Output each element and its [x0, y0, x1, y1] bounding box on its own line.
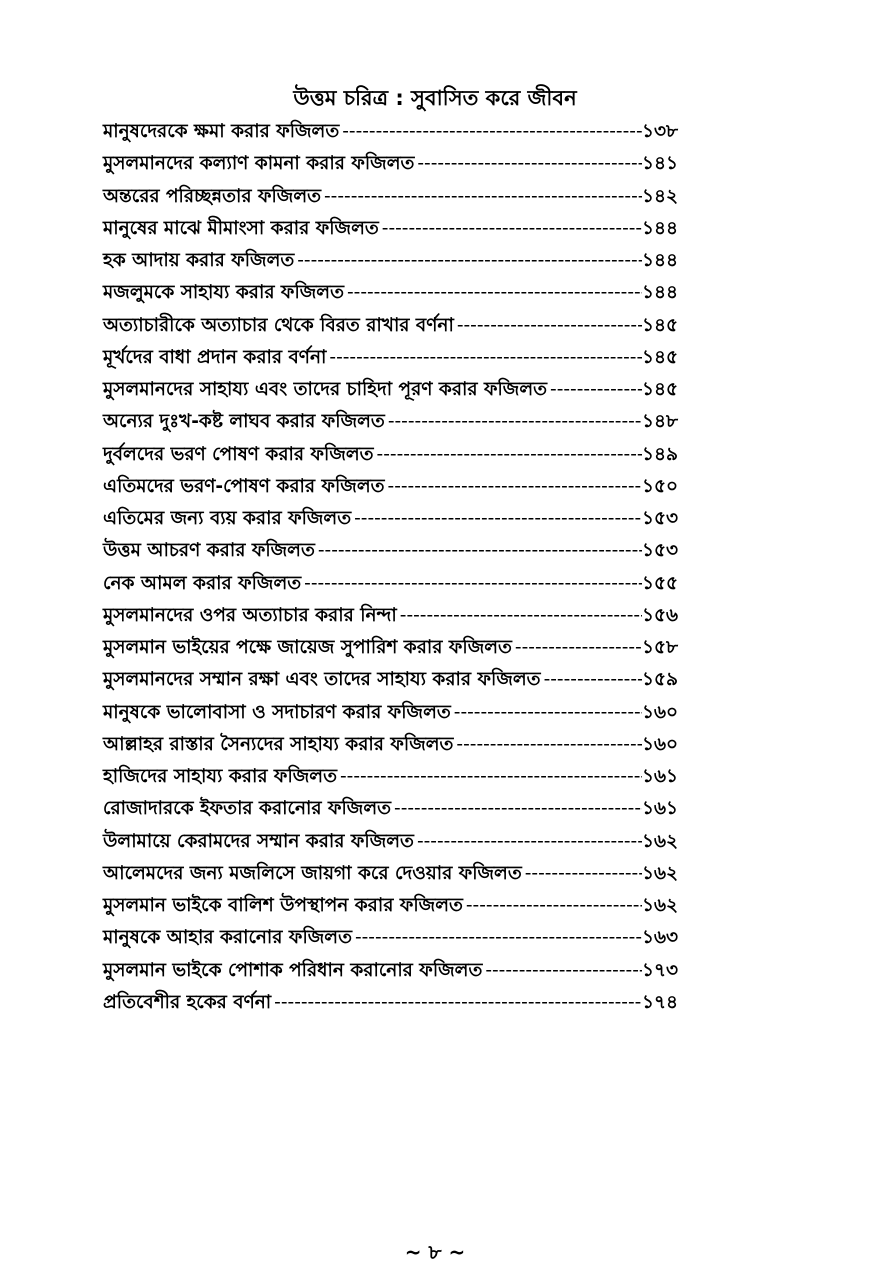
toc-entry [103, 116, 678, 148]
toc-entry-label: অন্তরের পরিচ্ছন্নতার ফজিলত [103, 185, 321, 207]
toc-leader-dashes [391, 793, 642, 825]
toc-leader-dashes [453, 729, 642, 761]
page-title: উত্তম চরিত্র : সুবাসিত করে জীবন [293, 86, 577, 110]
toc-entry-page: ১৫০ [641, 475, 678, 497]
toc-entry-label: অন্যের দুঃখ-কষ্ট লাঘব করার ফজিলত [103, 411, 385, 433]
toc-entry-page: ১৫৩ [641, 540, 678, 562]
toc-entry-page: ১৪৮ [641, 411, 678, 433]
toc-entry-page: ১৪৪ [641, 282, 678, 304]
toc-entry-label: মুসলমান ভাইয়ের পক্ষে জায়েজ সুপারিশ করার ফজিলত [103, 637, 512, 658]
toc-leader-dashes [301, 568, 642, 600]
toc-entry-label: মুসলমানদের কল্যাণ কামনা করার ফজিলত [103, 153, 415, 175]
toc-entry [103, 922, 678, 954]
toc-entry-page: ১৬৩ [641, 927, 678, 949]
toc-entry-page: ১৬০ [641, 701, 678, 723]
toc-entry [103, 181, 678, 213]
toc-leader-dashes [337, 761, 642, 793]
toc-leader-dashes [454, 310, 642, 342]
toc-entry [103, 955, 678, 987]
toc-entry [103, 310, 678, 342]
toc-leader-dashes [451, 697, 642, 729]
toc-leader-dashes [482, 955, 642, 987]
toc-entry-label: এতিমের জন্য ব্যয় করার ফজিলত [103, 508, 352, 529]
toc-leader-dashes [547, 374, 642, 406]
toc-entry [103, 471, 678, 503]
toc-entry-label: মানুষের মাঝে মীমাংসা করার ফজিলত [103, 217, 379, 239]
toc-entry [103, 439, 678, 471]
toc-entry-label: অত্যাচারীকে অত্যাচার থেকে বিরত রাখার বর্ণনা [103, 314, 454, 336]
toc-entry-label: এতিমদের ভরণ-পোষণ করার ফজিলত [103, 475, 385, 497]
toc-entry-page: ১৫৬ [641, 604, 678, 626]
toc-leader-dashes [379, 213, 642, 245]
toc-entry-label: মানুষকে আহার করানোর ফজিলত [103, 927, 352, 949]
toc-leader-dashes [463, 890, 642, 922]
toc-leader-dashes [385, 471, 642, 503]
toc-entry [103, 793, 678, 825]
toc-entry-page: ১৭৩ [641, 959, 678, 981]
toc-entry-label: মুসলমানদের ওপর অত্যাচার করার নিন্দা [103, 604, 397, 626]
toc-entry-label: দুর্বলদের ভরণ পোষণ করার ফজিলত [103, 443, 374, 465]
toc-entry-label: আল্লাহর রাস্তার সৈন্যদের সাহায্য করার ফজিলত [103, 733, 454, 755]
toc-leader-dashes [351, 503, 642, 535]
toc-entry-page: ১৬১ [641, 766, 678, 787]
toc-leader-dashes [321, 181, 642, 213]
toc-entry [103, 761, 678, 793]
toc-leader-dashes [541, 664, 642, 696]
toc-entry-label: হাজিদের সাহায্য করার ফজিলত [103, 766, 337, 787]
toc-entry-label: মুসলমানদের সাহায্য এবং তাদের চাহিদা পূরণ করার ফজিলত [103, 379, 548, 400]
toc-entry-label: আলেমদের জন্য মজলিসে জায়গা করে দেওয়ার ফজিলত [103, 862, 522, 884]
toc-entry-page: ১৫৯ [641, 669, 678, 691]
toc-entry-page: ১৬২ [641, 830, 678, 852]
toc-entry [103, 729, 678, 761]
toc-leader-dashes [352, 922, 642, 954]
toc-entry [103, 600, 678, 632]
toc-entry-label: মুসলমান ভাইকে বালিশ উপস্থাপন করার ফজিলত [103, 895, 463, 916]
toc-entry-label: মজলুমকে সাহায্য করার ফজিলত [103, 282, 344, 304]
toc-leader-dashes [522, 858, 642, 890]
toc-entry [103, 890, 678, 922]
toc-entry-page: ১৪৪ [641, 217, 678, 239]
toc-leader-dashes [315, 535, 642, 567]
toc-entry [103, 503, 678, 535]
toc-entry [103, 213, 678, 245]
toc-entry [103, 826, 678, 858]
page-number: ~ ৮ ~ [404, 1240, 466, 1264]
toc-entry [103, 987, 678, 1019]
toc-entry [103, 697, 678, 729]
toc-entry-page: ১৪১ [641, 153, 678, 175]
toc-entry [103, 374, 678, 406]
toc-entry-page: ১৪২ [641, 185, 678, 207]
toc-leader-dashes [414, 826, 642, 858]
toc-entry-page: ১৪৫ [641, 314, 678, 336]
toc-entry [103, 858, 678, 890]
toc-entry [103, 245, 678, 277]
toc-entry-label: মুসলমানদের সম্মান রক্ষা এবং তাদের সাহায্য করার ফজিলত [103, 669, 541, 691]
table-of-contents [103, 116, 678, 1019]
toc-entry-page: ১৪৫ [641, 346, 678, 368]
toc-entry [103, 664, 678, 696]
toc-entry-page: ১৫৩ [641, 508, 678, 529]
toc-entry [103, 277, 678, 309]
toc-entry-page: ১৬২ [641, 895, 678, 916]
toc-entry-page: ১৬২ [641, 862, 678, 884]
toc-leader-dashes [326, 342, 642, 374]
toc-entry-label: উত্তম আচরণ করার ফজিলত [103, 540, 315, 562]
toc-entry-label: রোজাদারকে ইফতার করানোর ফজিলত [103, 798, 392, 820]
toc-entry [103, 342, 678, 374]
toc-entry-page: ১৪৪ [641, 250, 678, 271]
toc-entry [103, 535, 678, 567]
toc-entry-page: ১৭৪ [641, 991, 678, 1013]
toc-entry-label: মানুষদেরকে ক্ষমা করার ফজিলত [103, 121, 340, 142]
toc-leader-dashes [397, 600, 642, 632]
toc-leader-dashes [271, 987, 642, 1019]
toc-entry [103, 406, 678, 438]
toc-entry-label: প্রতিবেশীর হকের বর্ণনা [103, 991, 272, 1013]
toc-entry-page: ১৪৯ [641, 443, 678, 465]
toc-entry-label: মূর্খদের বাধা প্রদান করার বর্ণনা [103, 346, 327, 368]
toc-leader-dashes [374, 439, 642, 471]
toc-leader-dashes [512, 632, 642, 664]
toc-entry-label: মুসলমান ভাইকে পোশাক পরিধান করানোর ফজিলত [103, 959, 483, 981]
toc-entry-page: ১৪৫ [641, 379, 678, 400]
toc-entry-label: মানুষকে ভালোবাসা ও সদাচারণ করার ফজিলত [103, 701, 451, 723]
toc-leader-dashes [385, 406, 642, 438]
toc-leader-dashes [414, 148, 642, 180]
toc-leader-dashes [294, 245, 642, 277]
toc-entry [103, 568, 678, 600]
toc-entry-label: উলামায়ে কেরামদের সম্মান করার ফজিলত [103, 830, 414, 852]
toc-entry-label: হক আদায় করার ফজিলত [103, 250, 295, 271]
toc-entry-page: ১৫৫ [641, 572, 678, 594]
toc-entry-page: ১৬০ [641, 733, 678, 755]
toc-leader-dashes [344, 277, 642, 309]
toc-entry-page: ১৩৮ [641, 121, 678, 142]
toc-entry [103, 148, 678, 180]
toc-leader-dashes [339, 116, 642, 148]
toc-entry-label: নেক আমল করার ফজিলত [103, 572, 302, 594]
toc-entry-page: ১৫৮ [641, 637, 678, 658]
toc-entry-page: ১৬১ [641, 798, 678, 820]
toc-entry [103, 632, 678, 664]
